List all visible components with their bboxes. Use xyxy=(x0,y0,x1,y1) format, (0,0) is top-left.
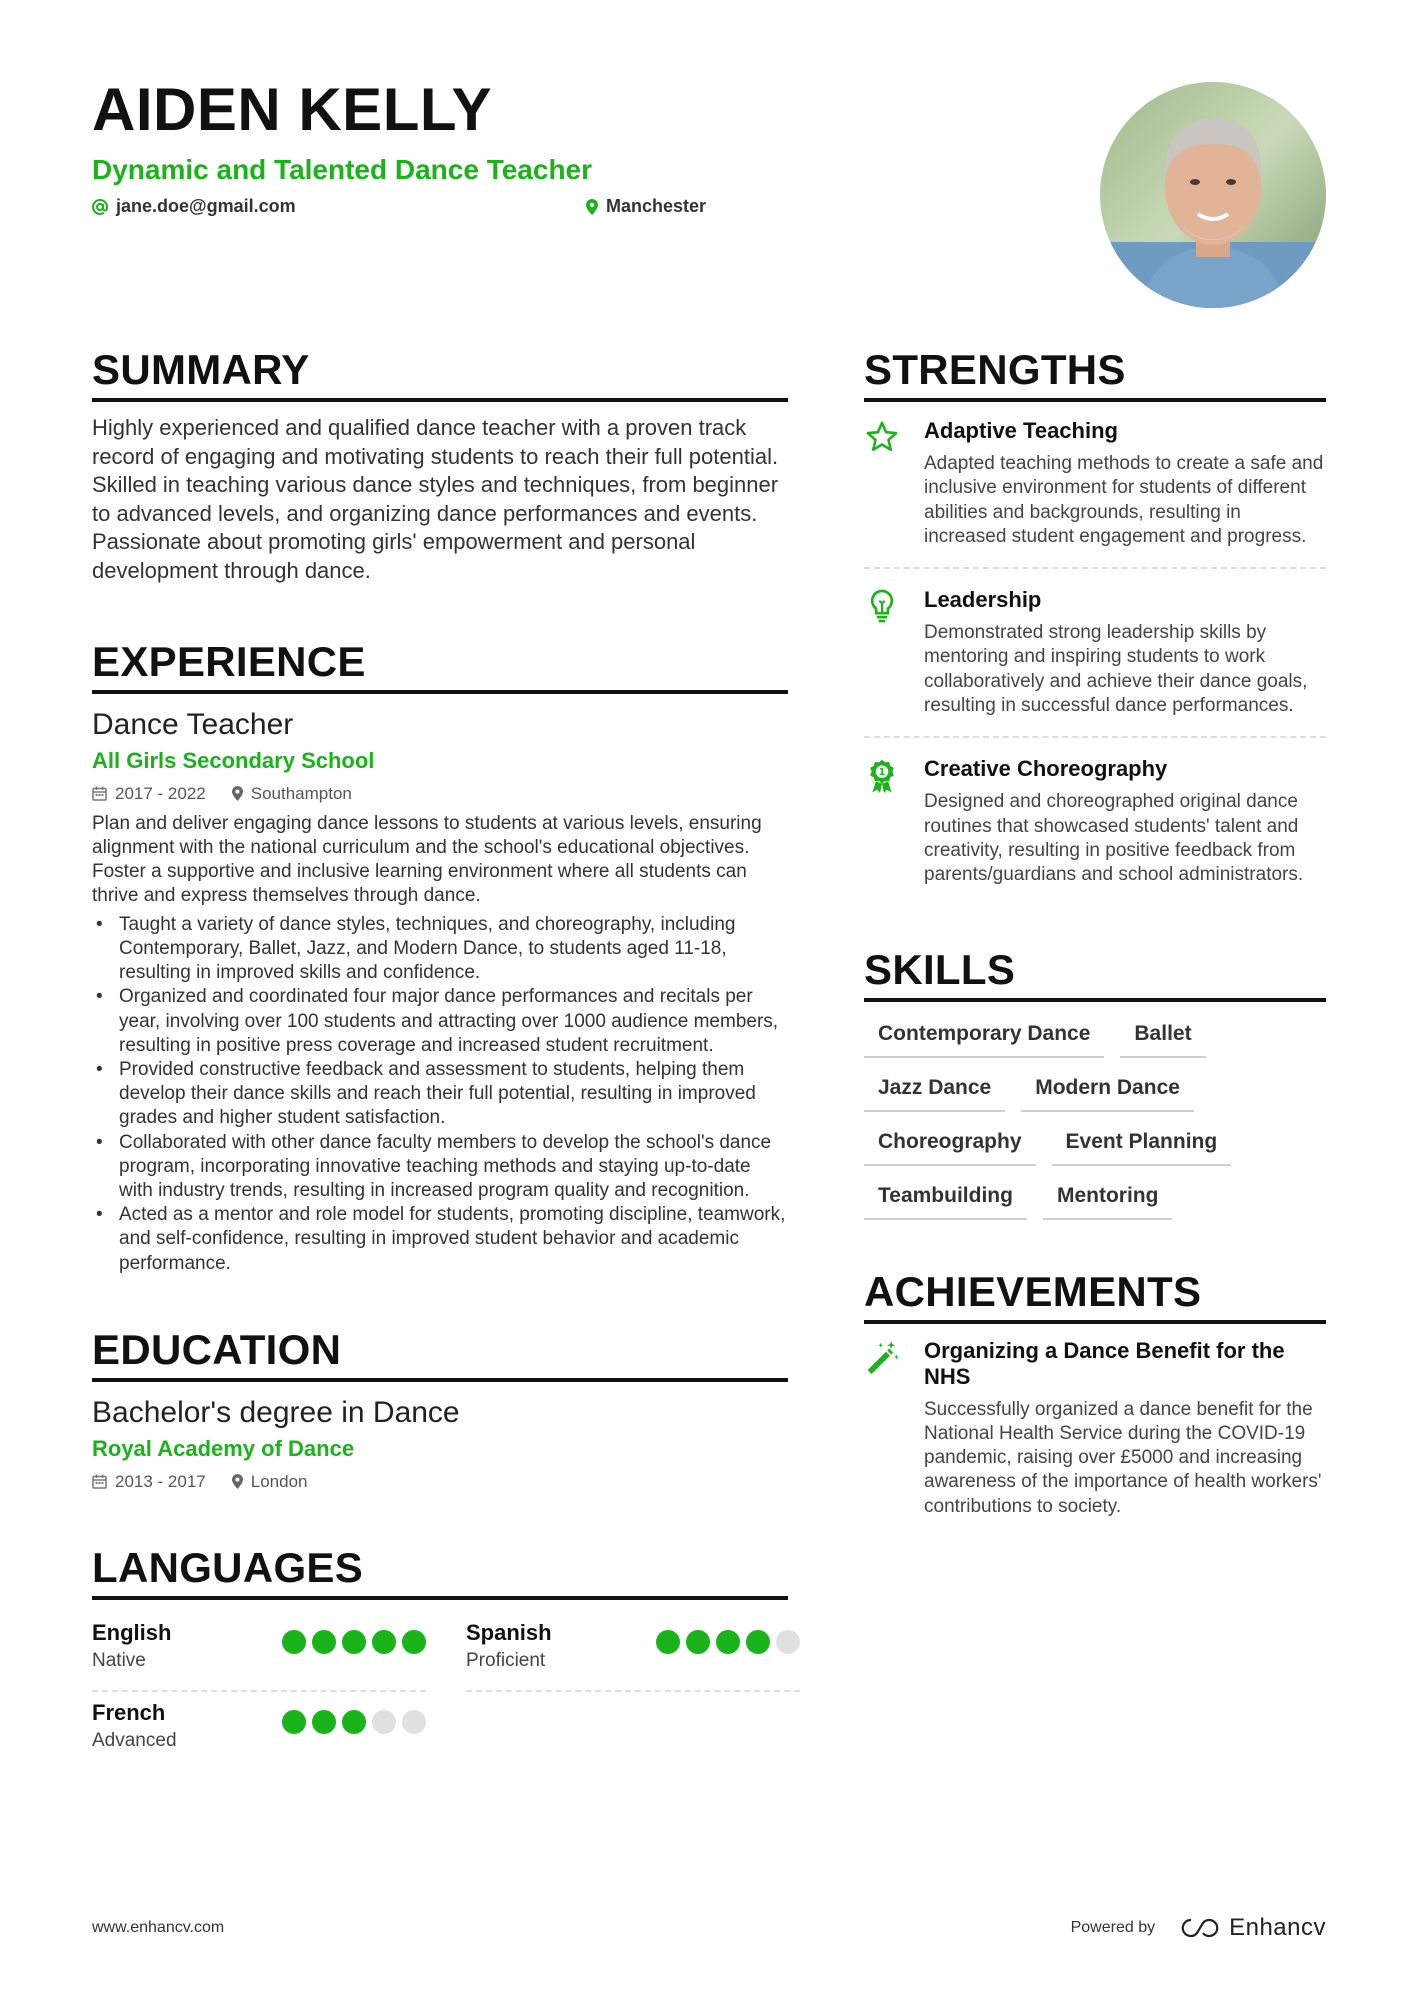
profile-photo xyxy=(1100,82,1326,308)
map-pin-icon xyxy=(232,1474,243,1489)
star-icon xyxy=(865,420,899,454)
rating-dot-filled xyxy=(686,1630,710,1654)
skill-tag: Choreography xyxy=(864,1124,1036,1166)
powered-by-label: Powered by xyxy=(1070,1919,1156,1936)
strength-title: Adaptive Teaching xyxy=(924,418,1118,443)
award-ribbon-icon xyxy=(867,758,897,794)
enhancv-logo-icon xyxy=(1179,1917,1219,1939)
right-column xyxy=(864,344,1326,1537)
strength-title: Creative Choreography xyxy=(924,756,1168,782)
experience-section xyxy=(92,636,788,1276)
language-rating xyxy=(656,1630,800,1654)
rating-dot-filled xyxy=(656,1630,680,1654)
experience-heading: EXPERIENCE xyxy=(92,636,788,694)
magic-wand-icon xyxy=(865,1340,899,1374)
skills-list xyxy=(864,1016,1326,1220)
strength-desc: Demonstrated strong leadership skills by mentoring and inspiring students to work collaboratively and achieve their dance goals, resulting in successful dance performances. xyxy=(924,622,1308,717)
strength-item xyxy=(864,402,1326,569)
list-item: • Provided constructive feedback and assessment to students, helping them develop their dance skills and reach their full potential, resulting in improved grades and higher student satisfaction. xyxy=(92,1058,788,1131)
school-name: Royal Academy of Dance xyxy=(92,1435,355,1461)
skill-tag: Modern Dance xyxy=(1021,1070,1194,1112)
rating-dot-empty xyxy=(372,1710,396,1734)
contact-location xyxy=(586,196,706,217)
job-description: Plan and deliver engaging dance lessons to students at various levels, ensuring alignment with the national curriculum and the school's educational objectives. Foster a supportive and inclusive learning environment where all students can thrive and express themselves through dance. xyxy=(92,812,762,907)
left-column xyxy=(92,344,788,1772)
skills-heading: SKILLS xyxy=(864,944,1326,1002)
candidate-tagline: Dynamic and Talented Dance Teacher xyxy=(92,154,593,185)
education-location xyxy=(232,1472,308,1492)
job-role: Dance Teacher xyxy=(92,707,294,741)
skill-tag: Jazz Dance xyxy=(864,1070,1005,1112)
education-heading: EDUCATION xyxy=(92,1324,788,1382)
rating-dot-filled xyxy=(372,1630,396,1654)
calendar-icon xyxy=(92,1474,107,1489)
job-meta xyxy=(92,784,788,804)
job-location xyxy=(232,784,352,804)
job-dates-text: 2017 - 2022 xyxy=(115,783,206,803)
language-rating xyxy=(282,1710,426,1734)
languages-heading: LANGUAGES xyxy=(92,1542,788,1600)
summary-section xyxy=(92,344,788,586)
rating-dot-filled xyxy=(716,1630,740,1654)
strengths-section xyxy=(864,344,1326,906)
achievement-title: Organizing a Dance Benefit for the NHS xyxy=(924,1337,1285,1389)
language-rating xyxy=(282,1630,426,1654)
strength-desc: Adapted teaching methods to create a safe and inclusive environment for students of different abilities and backgrounds, resulting in increased student engagement and progress. xyxy=(924,453,1324,547)
job-location-text: Southampton xyxy=(250,783,352,803)
achievements-section xyxy=(864,1266,1326,1537)
language-level: Native xyxy=(92,1649,146,1671)
achievement-item xyxy=(864,1324,1326,1537)
brand-name: Enhancv xyxy=(1229,1914,1326,1941)
languages-grid xyxy=(92,1612,788,1772)
rating-dot-filled xyxy=(312,1710,336,1734)
rating-dot-filled xyxy=(282,1630,306,1654)
list-item: • Taught a variety of dance styles, techniques, and choreography, including Contemporary, Ballet, Jazz, and Modern Dance, to students aged 11-18, resulting in improved skills and confidence. xyxy=(92,913,788,986)
job-dates xyxy=(92,784,206,804)
rating-dot-filled xyxy=(402,1630,426,1654)
strength-desc: Designed and choreographed original dance routines that showcased students' talent and creativity, resulting in positive feedback from parents/guardians and school administrators. xyxy=(924,791,1304,886)
rating-dot-filled xyxy=(282,1710,306,1734)
achievements-heading: ACHIEVEMENTS xyxy=(864,1266,1326,1324)
education-location-text: London xyxy=(250,1471,308,1491)
summary-heading: SUMMARY xyxy=(92,344,788,402)
footer-website-link[interactable]: www.enhancv.com xyxy=(92,1919,225,1936)
achievement-desc: Successfully organized a dance benefit for the National Health Service during the COVID-19 pandemic, raising over £5000 and increasing awareness of the importance of health workers' contributions to society. xyxy=(924,1398,1322,1517)
rating-dot-filled xyxy=(342,1630,366,1654)
rating-dot-filled xyxy=(312,1630,336,1654)
page-footer xyxy=(92,1914,1326,1942)
rating-dot-filled xyxy=(342,1710,366,1734)
language-name: Spanish xyxy=(466,1619,552,1645)
resume-header xyxy=(92,72,1092,226)
list-item: • Acted as a mentor and role model for students, promoting discipline, teamwork, and self-confidence, resulting in improved student behavior and academic performance. xyxy=(92,1203,788,1276)
degree-name: Bachelor's degree in Dance xyxy=(92,1395,460,1429)
job-bullets xyxy=(92,913,788,1276)
language-name: English xyxy=(92,1619,172,1645)
list-item: • Collaborated with other dance faculty members to develop the school's dance program, incorporating innovative teaching methods and staying up-to-date with industry trends, resulting in increased program quality and recognition. xyxy=(92,1131,788,1204)
at-icon xyxy=(92,199,108,215)
email-text: jane.doe@gmail.com xyxy=(116,196,296,216)
enhancv-brand[interactable] xyxy=(1179,1914,1326,1942)
language-item xyxy=(92,1612,426,1692)
strengths-heading: STRENGTHS xyxy=(864,344,1326,402)
rating-dot-empty xyxy=(402,1710,426,1734)
lightbulb-icon xyxy=(868,589,896,623)
language-level: Advanced xyxy=(92,1729,177,1751)
skill-tag: Mentoring xyxy=(1043,1178,1172,1220)
skill-tag: Contemporary Dance xyxy=(864,1016,1104,1058)
education-section xyxy=(92,1324,788,1492)
languages-section xyxy=(92,1542,788,1772)
list-item: • Organized and coordinated four major dance performances and recitals per year, involving over 100 students and attracting over 1000 audience members, resulting in positive press coverage and increased student recruitment. xyxy=(92,985,788,1058)
skills-section xyxy=(864,944,1326,1220)
contact-row xyxy=(92,196,1092,226)
map-pin-icon xyxy=(586,199,598,215)
summary-text: Highly experienced and qualified dance teacher with a proven track record of engaging and motivating students to reach their full potential. Skilled in teaching various dance styles and techniques, from beginner to advanced levels, and organizing dance performances and events. Passionate about promoting girls' empowerment and personal development through dance. xyxy=(92,415,779,583)
skill-tag: Ballet xyxy=(1120,1016,1205,1058)
rating-dot-empty xyxy=(776,1630,800,1654)
map-pin-icon xyxy=(232,786,243,801)
strength-item xyxy=(864,738,1326,905)
skill-tag: Teambuilding xyxy=(864,1178,1027,1220)
language-level: Proficient xyxy=(466,1649,546,1671)
education-dates-text: 2013 - 2017 xyxy=(115,1471,206,1491)
strength-title: Leadership xyxy=(924,587,1042,613)
strength-item xyxy=(864,569,1326,738)
powered-by xyxy=(1071,1914,1326,1942)
contact-email[interactable] xyxy=(92,196,296,217)
calendar-icon xyxy=(92,786,107,801)
skill-tag: Event Planning xyxy=(1052,1124,1232,1166)
rating-dot-filled xyxy=(746,1630,770,1654)
language-item xyxy=(466,1612,800,1692)
candidate-name: AIDEN KELLY xyxy=(92,76,493,143)
svg-text:1: 1 xyxy=(878,767,886,779)
education-meta xyxy=(92,1472,788,1492)
language-name: French xyxy=(92,1699,166,1725)
language-item xyxy=(92,1692,426,1772)
location-text: Manchester xyxy=(606,196,707,216)
job-company: All Girls Secondary School xyxy=(92,747,375,773)
education-dates xyxy=(92,1472,206,1492)
